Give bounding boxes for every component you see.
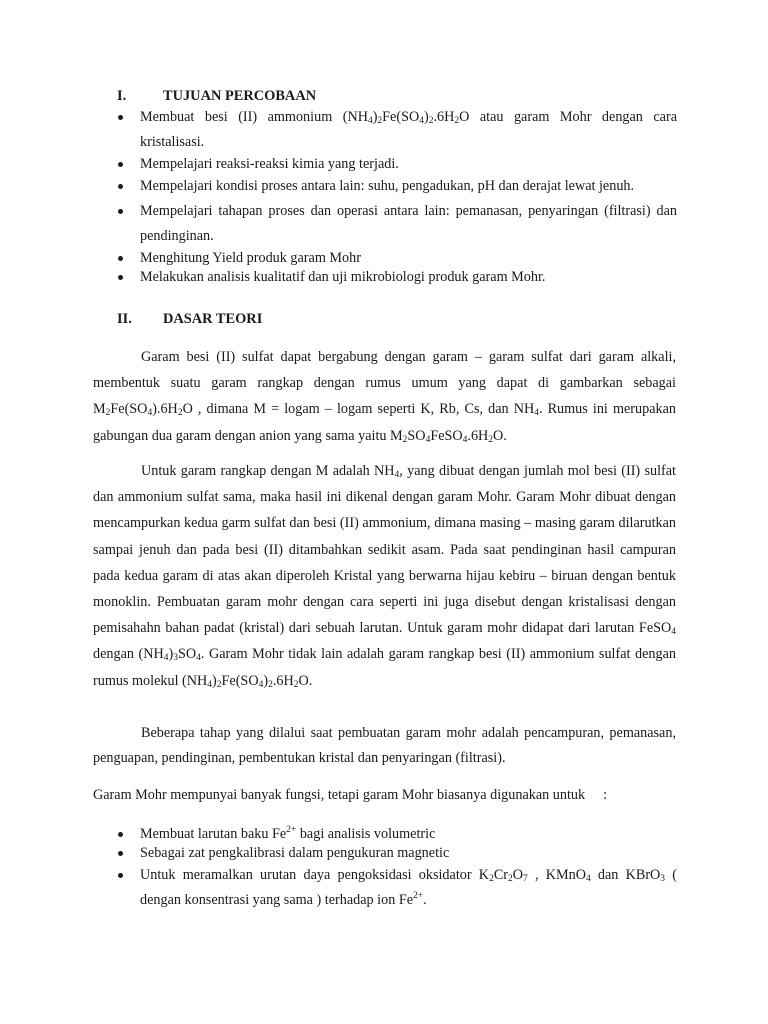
list-item: Sebagai zat pengkalibrasi dalam pengukuran magnetic: [117, 844, 677, 863]
list-item: Membuat besi (II) ammonium $(NH_4)_2Fe(SO_4)_2.6H_2O$ atau garam Mohr dengan cara kristalisasi.: [117, 105, 677, 155]
list-item: Menghitung Yield produk garam Mohr: [117, 249, 677, 268]
uses-list: [117, 825, 677, 913]
list-item: Mempelajari reaksi-reaksi kimia yang terjadi.: [117, 155, 677, 174]
paragraph-4: Garam Mohr mempunyai banyak fungsi, tetapi garam Mohr biasanya digunakan untuk :: [93, 787, 608, 803]
section-title: TUJUAN PERCOBAAN: [163, 88, 317, 104]
list-item: Mempelajari kondisi proses antara lain: suhu, pengadukan, pH dan derajat lewat jenuh.: [117, 174, 677, 199]
list-item: Membuat larutan baku $Fe^{2+}$ bagi analisis volumetric: [117, 825, 677, 844]
list-item: Melakukan analisis kualitatif dan uji mikrobiologi produk garam Mohr.: [117, 268, 677, 287]
objectives-list: [117, 105, 677, 287]
section-heading-1: [117, 86, 316, 106]
section-number: II.: [117, 311, 132, 327]
section-title: DASAR TEORI: [163, 311, 263, 327]
paragraph-1: Garam besi (II) sulfat dapat bergabung dengan garam – garam sulfat dari garam alkali, membentuk suatu garam rangkap dengan rumus umum yang dapat di gambarkan sebagai $M_2Fe(SO_4).6H_2O$ , dimana M = logam – logam seperti K, Rb, Cs, dan $NH_4$. Rumus ini merupakan gabungan dua garam dengan anion yang sama yaitu $M_2SO_4FeSO_4.6H_2O$.: [93, 349, 676, 445]
list-item: Mempelajari tahapan proses dan operasi antara lain: pemanasan, penyaringan (filtrasi) dan pendinginan.: [117, 199, 677, 249]
list-item: Untuk meramalkan urutan daya pengoksidasi oksidator $K_2Cr_2O_7$ , KMnO$_4$ dan KBrO$_3$ ( dengan konsentrasi yang sama ) terhadap ion $Fe^{2+}$.: [117, 863, 677, 913]
section-number: I.: [117, 88, 127, 104]
paragraph-3: Beberapa tahap yang dilalui saat pembuatan garam mohr adalah pencampuran, pemanasan, penguapan, pendinginan, pembentukan kristal dan penyaringan (filtrasi).: [93, 725, 676, 766]
section-heading-2: [117, 309, 262, 329]
paragraph-2: Untuk garam rangkap dengan M adalah $NH_4$, yang dibuat dengan jumlah mol besi (II) sulfat dan ammonium sulfat sama, maka hasil ini dikenal dengan garam Mohr. Garam Mohr dibuat dengan mencampurkan kedua garm sulfat dan besi (II) ammonium, dimana masing – masing garam dilarutkan sampai jenuh dan pada besi (II) ditambahkan sedikit asam. Pada saat pendinginan hasil campuran pada kedua garam di atas akan diperoleh Kristal yang berwarna hijau kebiru – biruan dengan bentuk monoklin. Pembuatan garam mohr dengan cara seperti ini juga disebut dengan kristalisasi dengan pemisahahn bahan padat (kristal) dari sebuah larutan. Untuk garam mohr didapat dari larutan FeSO$_4$ dengan $(NH_4)_3SO_4$. Garam Mohr tidak lain adalah garam rangkap besi (II) ammonium sulfat dengan rumus molekul $(NH_4)_2Fe(SO_4)_2.6H_2O$.: [93, 463, 676, 690]
